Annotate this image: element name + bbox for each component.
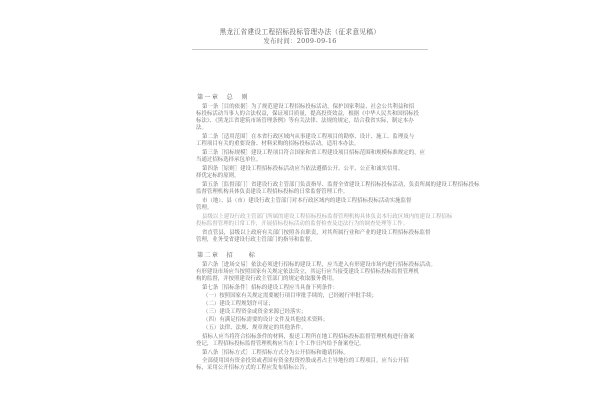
body-line: 登记，工程招标投标监督管理机构应当在１个工作日内给予备案登记。 — [196, 341, 365, 347]
list-item: （五）法律、法规、规章规定的其他条件。 — [203, 325, 307, 331]
body-line: 管理，业务受省建设行政主管部门的指导和监督。 — [196, 237, 316, 243]
body-line: 工程项目有关的重要设备、材料采购的招标投标活动，适用本办法。 — [196, 141, 360, 147]
list-item: （一）按照国家有关规定需要履行项目审批手续的，已经履行审批手续； — [203, 293, 378, 299]
title-divider — [192, 49, 428, 50]
body-line: 第四条［原则］建设工程招标投标活动应当依法遵循公开、公平、公正和诚实信用、 — [202, 166, 404, 172]
list-item: （二）建设工程规划许可证； — [203, 301, 274, 307]
body-line: 第一条［目的依据］为了规范建设工程招标投标活动，保护国家利益、社会公共利益和招 — [202, 104, 415, 110]
body-line: 第五条［监督部门］省建设行政主管部门负责指导、监督全省建设工程招标投标活动，负责所属的建设工程招标投标 — [202, 182, 480, 188]
body-line: 构的监督，并按照建设行政主管部门的规定收取服务费用。 — [196, 276, 338, 282]
body-line: 标投标活动当事人的合法权益，保证项目质量，提高投资效益，根据《中华人民共和国招标投 — [196, 111, 420, 117]
body-line: 市（地）、县（市）建设行政主管部门对本行政区域内的建设工程招标投标活动实施监督 — [202, 198, 412, 204]
body-line: 标法》、《黑龙江省建筑市场管理条例》等有关法律、法规的规定，结合我省实际，制定本办 — [196, 118, 414, 124]
body-line: 第二条［适用范围］在本省行政区域内从事建设工程项目的勘察、设计、施工、监理及与 — [202, 134, 415, 140]
body-line: 第八条［招标方式］工程招标方式分为公开招标和邀请招标。 — [202, 350, 349, 356]
body-line: 监督管理机构具体负责建设工程招标投标的日常监督管理工作。 — [196, 189, 349, 195]
body-line: 管理。 — [196, 205, 213, 211]
body-line: 投标监督管理的日常工作，开展招标投标活动的监督检查及违法行为的调查处理等工作。 — [196, 221, 409, 227]
body-line: 第三条［招标规模］建设工程项目符合国家和省工程建设项目招标范围和规模标准规定的，应 — [202, 150, 426, 156]
body-line: 择优定标的原则。 — [196, 173, 240, 179]
chapter-heading: 第二章 招 标 — [197, 252, 257, 259]
body-line: 第七条［招标条件］招标的建设工程应当具备下列条件： — [202, 285, 339, 291]
body-line: 全部使用国有资金投资或者国有资金投资控股或者占主导地位的工程项目，应当公开招 — [202, 358, 409, 364]
body-line: 第六条［进场交易］依法必须进行招标的建设工程，应当进入有形建设市场内进行招标投标活动。 — [202, 262, 436, 268]
body-line: 当通过招标选择承包单位。 — [196, 157, 262, 163]
body-line: 省直管县，县级以上政府有关部门按照各自职责，对其所属行业和产业的建设工程招标投标监督 — [202, 230, 431, 236]
publish-date: 发布时间：2009-09-16 — [263, 37, 337, 45]
body-line: 标，采用公开招标方式的工程应发布招标公告。 — [196, 365, 311, 371]
chapter-heading: 第一章 总 则 — [197, 94, 249, 101]
body-line: 招标人应当将符合招标条件的材料，报送工程所在地工程招标投标监督管理机构进行备案 — [202, 334, 415, 340]
body-line: 县级以上建设行政主管部门所属的建设工程招标投标监督管理机构具体负责本行政区域内的建设工程招标 — [202, 214, 453, 220]
list-item: （三）建设工程资金或资金来源已经落实； — [203, 309, 307, 315]
list-item: （四）有满足招标需要的设计文件及其他技术资料； — [203, 317, 329, 323]
document-title: 黑龙江省建设工程招标投标管理办法（征求意见稿） — [219, 28, 381, 36]
body-line: 有形建设市场应当按照国家有关规定依法设立，其运行应当接受建设工程招标投标监督管理机 — [196, 269, 420, 275]
body-line: 法。 — [196, 125, 207, 131]
